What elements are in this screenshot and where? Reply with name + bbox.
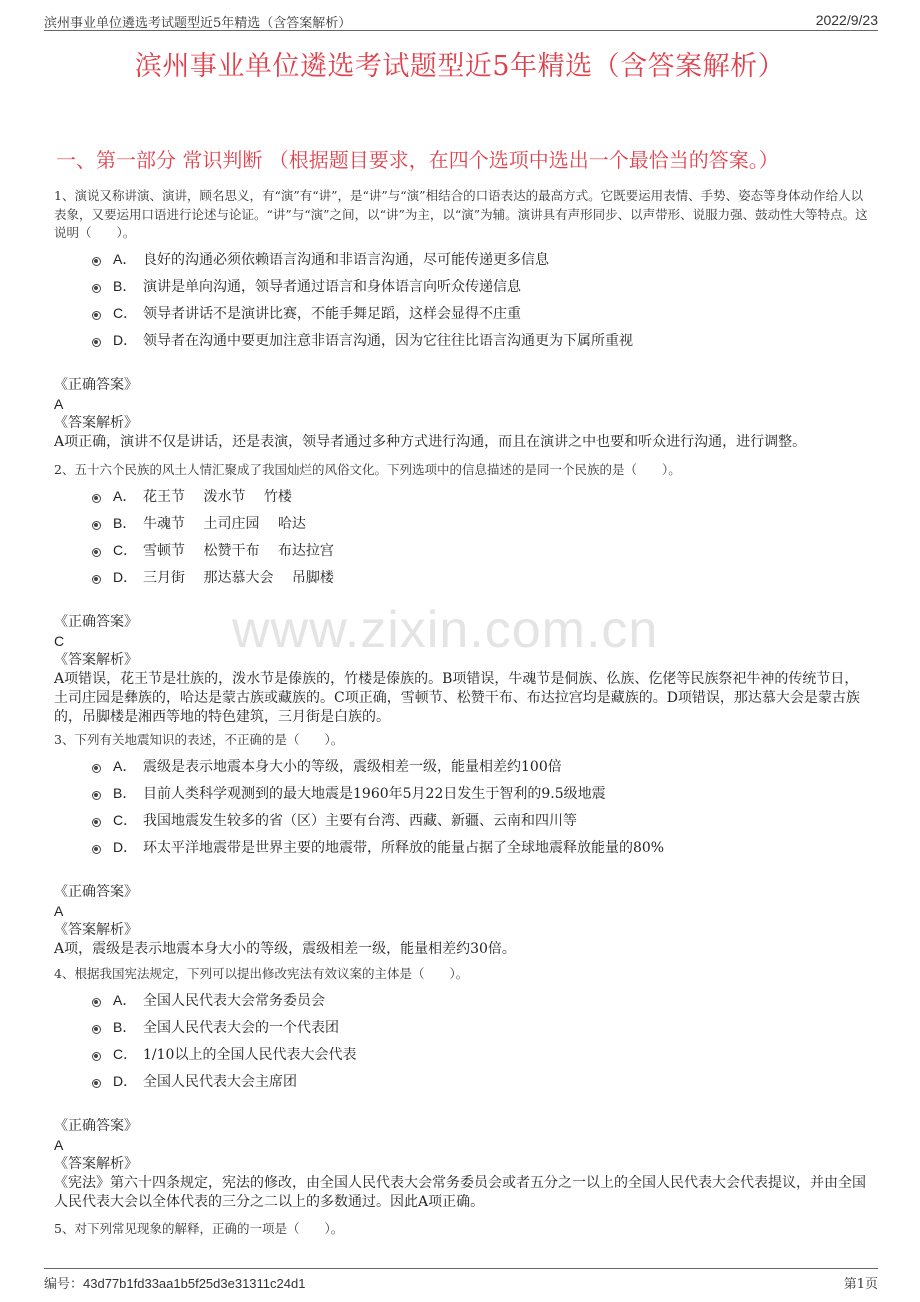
option-d[interactable] (54, 837, 870, 864)
page-header (44, 10, 878, 31)
option-c[interactable] (54, 1044, 870, 1071)
option-a[interactable] (54, 756, 870, 783)
option-letter: D． (113, 568, 138, 585)
question-block (54, 731, 870, 959)
correct-answer: A (54, 395, 64, 412)
correct-answer-label: 《正确答案》 (54, 376, 138, 393)
option-text: 雪顿节 松赞干布 布达拉宫 (143, 542, 334, 559)
option-c[interactable] (54, 810, 870, 837)
analysis-label: 《答案解析》 (54, 651, 138, 668)
radio-icon[interactable] (92, 1079, 101, 1088)
option-b[interactable] (54, 1017, 870, 1044)
document-code (44, 1273, 305, 1292)
analysis-text: A项正确，演讲不仅是讲话，还是表演，领导者通过多种方式进行沟通，而且在演讲之中也要和听众进行沟通，进行调整。 (54, 433, 807, 450)
option-text: 目前人类科学观测到的最大地震是1960年5月22日发生于智利的9.5级地震 (143, 785, 606, 802)
document-title: 滨州事业单位遴选考试题型近5年精选（含答案解析） (134, 51, 786, 82)
question-block (54, 187, 870, 452)
question-block (54, 461, 870, 727)
option-b[interactable] (54, 276, 870, 303)
option-letter: A． (113, 250, 137, 267)
option-text: 全国人民代表大会的一个代表团 (143, 1019, 339, 1036)
header-doc-title: 滨州事业单位遴选考试题型近5年精选（含答案解析） (44, 16, 352, 31)
options-list (54, 756, 870, 864)
radio-icon[interactable] (92, 311, 101, 320)
option-a[interactable] (54, 249, 870, 276)
option-text: 全国人民代表大会主席团 (143, 1073, 297, 1090)
correct-answer-label: 《正确答案》 (54, 883, 138, 900)
question-text: 3、下列有关地震知识的表述，不正确的是（ ）。 (54, 732, 344, 747)
header-date: 2022/9/23 (815, 12, 878, 28)
watermark: www.zixin.com.cn (232, 601, 659, 659)
question-block (54, 965, 870, 1212)
radio-icon[interactable] (92, 1025, 101, 1034)
correct-answer: A (54, 902, 64, 919)
option-text: 演讲是单向沟通，领导者通过语言和身体语言向听众传递信息 (143, 278, 521, 295)
page-footer (44, 1268, 878, 1293)
correct-answer: C (54, 632, 65, 649)
option-letter: D． (113, 838, 138, 855)
radio-icon[interactable] (92, 284, 101, 293)
option-letter: C． (113, 1045, 138, 1062)
option-d[interactable] (54, 1071, 870, 1098)
option-letter: D． (113, 1072, 138, 1089)
radio-icon[interactable] (92, 575, 101, 584)
page-number (844, 1273, 878, 1292)
correct-answer-label: 《正确答案》 (54, 613, 138, 630)
option-b[interactable] (54, 513, 870, 540)
option-text: 良好的沟通必须依赖语言沟通和非语言沟通，尽可能传递更多信息 (143, 251, 549, 268)
option-text: 环太平洋地震带是世界主要的地震带，所释放的能量占据了全球地震释放能量的80% (143, 839, 665, 856)
option-letter: C． (113, 304, 138, 321)
option-text: 震级是表示地震本身大小的等级，震级相差一级，能量相差约100倍 (143, 758, 562, 775)
analysis-label: 《答案解析》 (54, 921, 138, 938)
option-letter: C． (113, 541, 138, 558)
document-code-value: 43d77b1fd33aa1b5f25d3e31311c24d1 (83, 1276, 306, 1291)
radio-icon[interactable] (92, 791, 101, 800)
option-a[interactable] (54, 486, 870, 513)
option-text: 我国地震发生较多的省（区）主要有台湾、西藏、新疆、云南和四川等 (143, 812, 577, 829)
option-letter: B． (113, 514, 137, 531)
option-letter: B． (113, 277, 137, 294)
analysis-label: 《答案解析》 (54, 1155, 138, 1172)
analysis-label: 《答案解析》 (54, 414, 138, 431)
radio-icon[interactable] (92, 521, 101, 530)
option-text: 领导者在沟通中要更加注意非语言沟通，因为它往往比语言沟通更为下属所重视 (143, 332, 633, 349)
option-letter: C． (113, 811, 138, 828)
question-text: 4、根据我国宪法规定，下列可以提出修改宪法有效议案的主体是（ ）。 (54, 966, 469, 981)
options-list (54, 486, 870, 594)
option-b[interactable] (54, 783, 870, 810)
radio-icon[interactable] (92, 257, 101, 266)
option-letter: B． (113, 784, 137, 801)
radio-icon[interactable] (92, 494, 101, 503)
options-list (54, 249, 870, 357)
option-letter: A． (113, 991, 137, 1008)
analysis-text: A项，震级是表示地震本身大小的等级，震级相差一级，能量相差约30倍。 (54, 940, 516, 957)
radio-icon[interactable] (92, 548, 101, 557)
radio-icon[interactable] (92, 1052, 101, 1061)
option-letter: D． (113, 331, 138, 348)
radio-icon[interactable] (92, 998, 101, 1007)
option-letter: B． (113, 1018, 137, 1035)
option-text: 1/10以上的全国人民代表大会代表 (143, 1046, 357, 1063)
question-block (54, 1220, 870, 1239)
options-list (54, 990, 870, 1098)
analysis-text: A项错误，花王节是壮族的，泼水节是傣族的，竹楼是傣族的。B项错误，牛魂节是侗族、仫族、仡佬等民族祭祀牛神的传统节日，土司庄园是彝族的，哈达是蒙古族或藏族的。C项正确，雪顿节、松赞干布、布达拉宫均是藏族的。D项错误，那达慕大会是蒙古族的，吊脚楼是湘西等地的特色建筑，三月街是白族的。 (54, 670, 860, 725)
page-number-value: 1 (856, 1277, 865, 1292)
option-letter: A． (113, 487, 137, 504)
question-text: 1、演说又称讲演、演讲，顾名思义，有“演”有“讲”，是“讲”与“演”相结合的口语表达的最高方式。它既要运用表情、手势、姿态等身体动作给人以表象，又要运用口语进行论述与论证。“讲”与“演”之间，以“讲”为主，以“演”为辅。演讲具有声形同步、以声带形、说服力强、鼓动性大等特点。这说明（ ）。 (54, 188, 868, 240)
correct-answer-label: 《正确答案》 (54, 1117, 138, 1134)
option-text: 花王节 泼水节 竹楼 (143, 488, 292, 505)
option-c[interactable] (54, 303, 870, 330)
option-text: 牛魂节 土司庄园 哈达 (143, 515, 306, 532)
question-text: 5、对下列常见现象的解释，正确的一项是（ ）。 (54, 1221, 344, 1236)
option-text: 全国人民代表大会常务委员会 (143, 992, 325, 1009)
question-text: 2、五十六个民族的风土人情汇聚成了我国灿烂的风俗文化。下列选项中的信息描述的是同一个民族的是（ ）。 (54, 462, 681, 477)
option-d[interactable] (54, 330, 870, 357)
document-code-label: 编号： (44, 1277, 84, 1292)
option-text: 三月街 那达慕大会 吊脚楼 (143, 569, 334, 586)
radio-icon[interactable] (92, 338, 101, 347)
option-d[interactable] (54, 567, 870, 594)
correct-answer: A (54, 1136, 64, 1153)
radio-icon[interactable] (92, 845, 101, 854)
radio-icon[interactable] (92, 764, 101, 773)
page-prefix: 第 (843, 1277, 857, 1292)
section-heading: 一、第一部分 常识判断 （根据题目要求，在四个选项中选出一个最恰当的答案。） (56, 148, 779, 172)
option-text: 领导者讲话不是演讲比赛，不能手舞足蹈，这样会显得不庄重 (143, 305, 521, 322)
option-letter: A． (113, 757, 137, 774)
radio-icon[interactable] (92, 818, 101, 827)
page-suffix: 页 (864, 1277, 878, 1292)
option-a[interactable] (54, 990, 870, 1017)
analysis-text: 《宪法》第六十四条规定，宪法的修改，由全国人民代表大会常务委员会或者五分之一以上的全国人民代表大会代表提议，并由全国人民代表大会以全体代表的三分之二以上的多数通过。因此A项正确。 (54, 1174, 866, 1210)
option-c[interactable] (54, 540, 870, 567)
